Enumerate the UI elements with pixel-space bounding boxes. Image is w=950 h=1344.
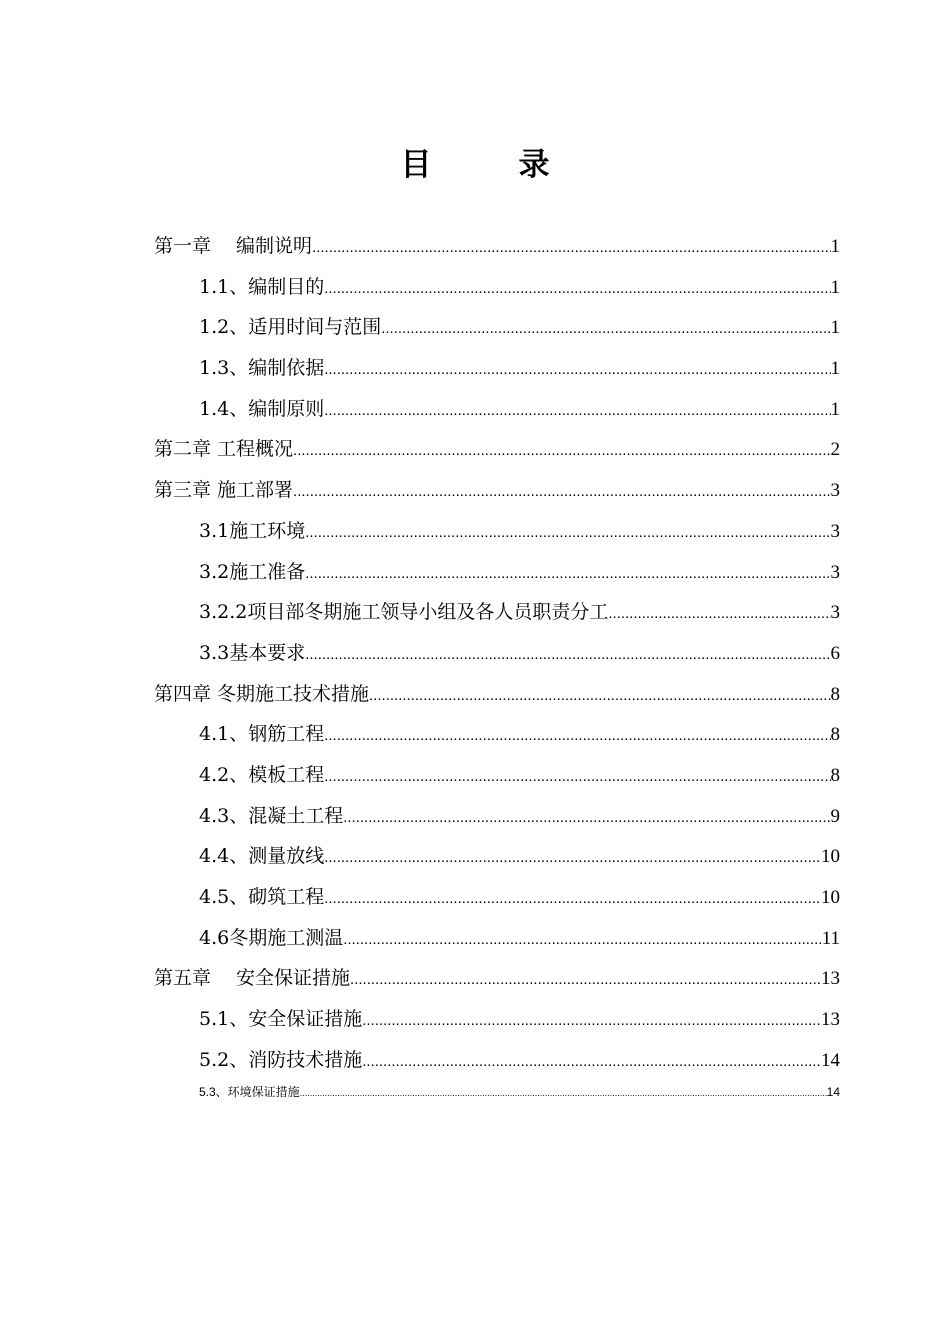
- toc-page-number: 10: [821, 887, 840, 908]
- toc-page-number: 3: [830, 602, 840, 624]
- toc-section-entry[interactable]: [154, 877, 840, 918]
- toc-dot-leader: [324, 716, 830, 757]
- toc-entry-label: 4.6冬期施工测温: [199, 926, 344, 949]
- toc-entry-label: 5.3、环境保证措施: [199, 1085, 300, 1100]
- toc-page-number: 13: [821, 1009, 840, 1031]
- toc-section-entry[interactable]: [154, 918, 840, 959]
- toc-section-entry[interactable]: [154, 1080, 840, 1104]
- toc-entry-label: 4.5、砌筑工程: [199, 886, 325, 908]
- toc-page-number: 9: [830, 805, 840, 827]
- toc-dot-leader: [608, 594, 830, 635]
- toc-dot-leader: [305, 635, 830, 676]
- toc-page-number: 6: [830, 642, 840, 664]
- toc-dot-leader: [305, 554, 830, 595]
- toc-section-entry[interactable]: [154, 307, 840, 348]
- toc-page-number: 14: [826, 1085, 840, 1100]
- toc-dot-leader: [369, 676, 830, 717]
- toc-chapter-entry[interactable]: [154, 226, 840, 267]
- toc-entry-label: 3.3基本要求: [199, 641, 306, 664]
- toc-entry-label: 第三章 施工部署: [154, 479, 294, 502]
- toc-page-number: 1: [830, 236, 840, 257]
- toc-page-number: 3: [830, 561, 840, 583]
- toc-page-number: 1: [830, 398, 840, 420]
- toc-page-number: 8: [830, 683, 840, 705]
- toc-dot-leader: [381, 309, 830, 350]
- toc-section-entry[interactable]: [154, 755, 840, 796]
- toc-entry-label: 1.2、适用时间与范围: [199, 316, 382, 339]
- toc-title: 目 录: [400, 147, 578, 183]
- toc-entry-label: 4.1、钢筋工程: [199, 723, 325, 746]
- toc-page-number: 11: [821, 927, 840, 949]
- toc-section-entry[interactable]: [154, 999, 840, 1040]
- toc-section-entry[interactable]: [154, 348, 840, 389]
- toc-dot-leader: [350, 960, 821, 1001]
- toc-list: [154, 226, 840, 1104]
- toc-entry-label: 4.4、测量放线: [199, 845, 325, 868]
- toc-page-number: 8: [830, 724, 840, 746]
- toc-dot-leader: [324, 879, 821, 920]
- toc-entry-label: 第二章 工程概况: [154, 438, 294, 461]
- toc-page-number: 14: [821, 1049, 840, 1071]
- toc-section-entry[interactable]: [154, 836, 840, 877]
- toc-chapter-entry[interactable]: [154, 470, 840, 511]
- toc-page-number: 1: [830, 358, 840, 380]
- toc-section-entry[interactable]: [154, 592, 840, 633]
- toc-dot-leader: [305, 513, 830, 554]
- toc-page-number: 1: [830, 317, 840, 339]
- toc-dot-leader: [343, 920, 821, 961]
- toc-dot-leader: [324, 269, 830, 310]
- toc-page-number: 2: [830, 439, 840, 461]
- toc-entry-label: 5.2、消防技术措施: [199, 1048, 363, 1071]
- toc-entry-label: 1.3、编制依据: [199, 357, 325, 380]
- toc-entry-label: 1.1、编制目的: [199, 275, 325, 298]
- toc-page-number: 10: [821, 846, 840, 868]
- toc-entry-label: 4.3、混凝土工程: [199, 804, 344, 827]
- toc-dot-leader: [300, 1081, 827, 1105]
- toc-chapter-entry[interactable]: [154, 429, 840, 470]
- toc-entry-label: 3.2施工准备: [199, 560, 306, 583]
- toc-section-entry[interactable]: [154, 714, 840, 755]
- toc-section-entry[interactable]: [154, 511, 840, 552]
- toc-section-entry[interactable]: [154, 1040, 840, 1081]
- toc-chapter-entry[interactable]: [154, 958, 840, 999]
- toc-dot-leader: [293, 431, 830, 472]
- toc-page-number: 8: [830, 764, 840, 786]
- toc-section-entry[interactable]: [154, 552, 840, 593]
- toc-entry-label: 5.1、安全保证措施: [199, 1008, 363, 1031]
- toc-entry-label: 1.4、编制原则: [199, 397, 325, 420]
- toc-chapter-entry[interactable]: [154, 674, 840, 715]
- toc-dot-leader: [312, 228, 830, 269]
- toc-dot-leader: [362, 1001, 821, 1042]
- toc-entry-label: 3.1施工环境: [199, 519, 306, 542]
- toc-entry-label: 4.2、模板工程: [199, 763, 325, 786]
- toc-dot-leader: [324, 757, 830, 798]
- toc-dot-leader: [362, 1042, 821, 1083]
- toc-entry-label: 3.2.2项目部冬期施工领导小组及各人员职责分工: [199, 601, 609, 624]
- toc-section-entry[interactable]: [154, 389, 840, 430]
- toc-dot-leader: [293, 472, 830, 513]
- toc-page-number: 1: [830, 276, 840, 298]
- toc-entry-label: 第一章 编制说明: [154, 235, 313, 257]
- toc-section-entry[interactable]: [154, 633, 840, 674]
- toc-dot-leader: [324, 391, 830, 432]
- toc-dot-leader: [324, 350, 830, 391]
- toc-section-entry[interactable]: [154, 796, 840, 837]
- toc-section-entry[interactable]: [154, 267, 840, 308]
- toc-page-number: 3: [830, 520, 840, 542]
- toc-entry-label: 第五章 安全保证措施: [154, 967, 351, 990]
- toc-entry-label: 第四章 冬期施工技术措施: [154, 682, 370, 705]
- toc-page-number: 3: [830, 480, 840, 502]
- toc-page-number: 13: [821, 968, 840, 990]
- toc-dot-leader: [343, 798, 830, 839]
- toc-dot-leader: [324, 838, 821, 879]
